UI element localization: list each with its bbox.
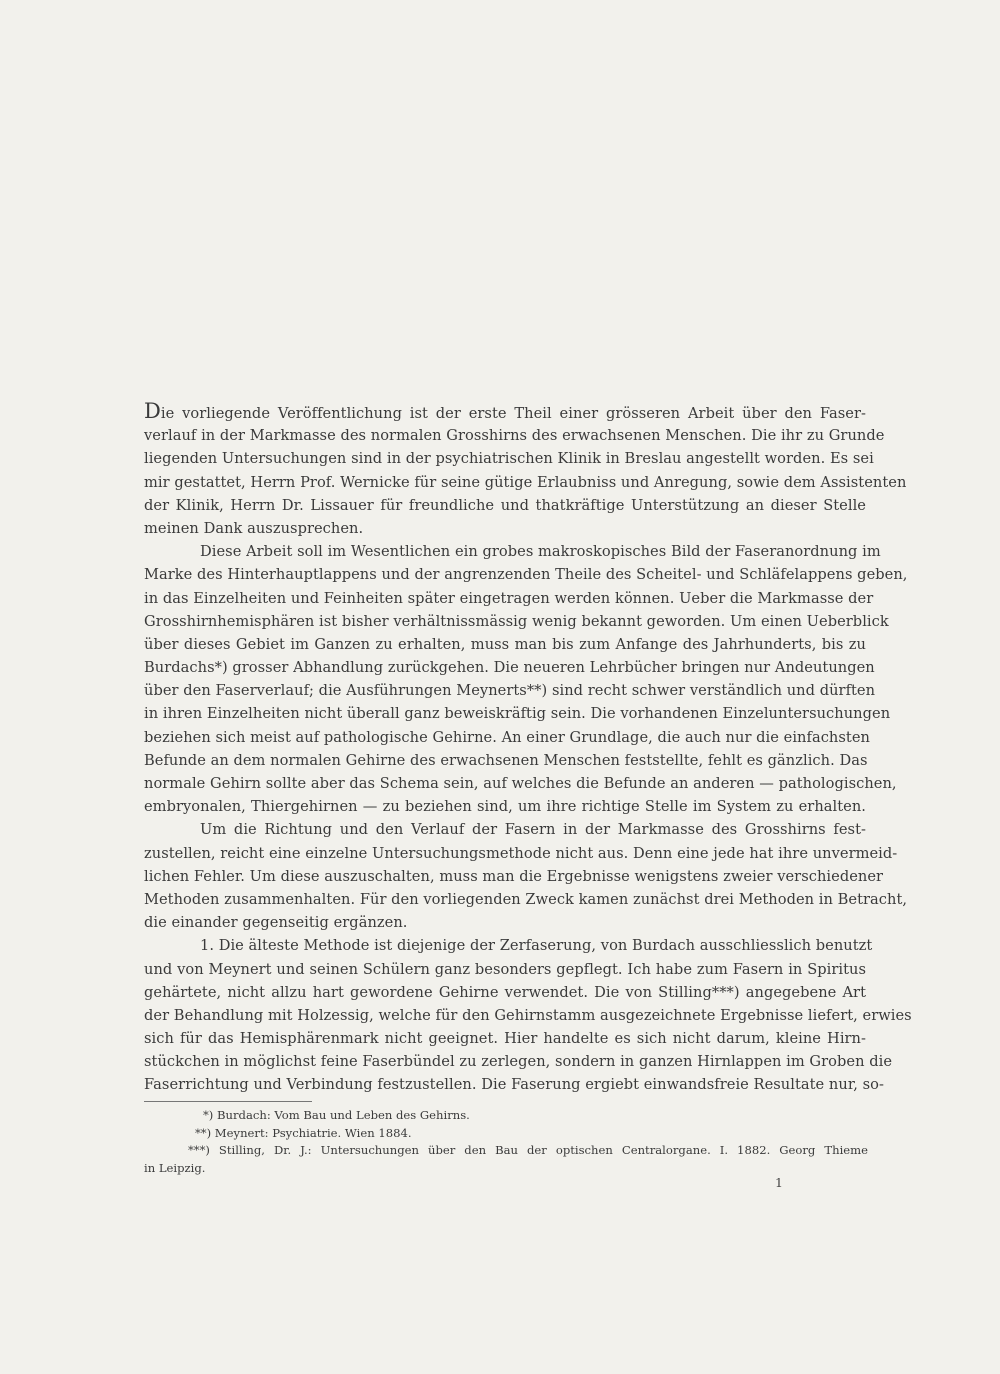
- text-line: Methoden zusammenhalten. Für den vorliegenden Zweck kamen zunächst drei Methoden in Betracht,: [144, 890, 908, 908]
- footnote-divider: [144, 1101, 312, 1102]
- footnote: *) Burdach: Vom Bau und Leben des Gehirns.: [203, 1108, 470, 1122]
- text-line: über dieses Gebiet im Ganzen zu erhalten, muss man bis zum Anfange des Jahrhunderts, bis zu: [144, 635, 866, 653]
- drop-cap: D: [144, 399, 161, 423]
- text-line: meinen Dank auszusprechen.: [144, 519, 364, 537]
- text-line: der Behandlung mit Holzessig, welche für den Gehirnstamm ausgezeichnete Ergebnisse liefert, erwies: [144, 1006, 912, 1024]
- text-line: liegenden Untersuchungen sind in der psychiatrischen Klinik in Breslau angestellt worden. Es sei: [144, 450, 874, 468]
- text-line: sich für das Hemisphärenmark nicht geeignet. Hier handelte es sich nicht darum, kleine Hirn-: [144, 1030, 866, 1048]
- footnote: **) Meynert: Psychiatrie. Wien 1884.: [195, 1125, 412, 1140]
- text-line: in das Einzelheiten und Feinheiten später eingetragen werden können. Ueber die Markmasse der: [144, 589, 874, 607]
- text-line: und von Meynert und seinen Schülern ganz besonders gepflegt. Ich habe zum Fasern in Spiritus: [144, 960, 866, 978]
- footnote: ***) Stilling, Dr. J.: Untersuchungen über den Bau der optischen Centralorgane. I. 1882. Georg Thieme: [188, 1143, 868, 1158]
- paragraph-4: [144, 934, 912, 1096]
- text-line: Befunde an dem normalen Gehirne des erwachsenen Menschen feststellte, fehlt es gänzlich. Das: [144, 751, 868, 769]
- text-line: [144, 401, 866, 424]
- text-line: Grosshirnhemisphären ist bisher verhältnissmässig wenig bekannt geworden. Um einen Ueberblick: [144, 612, 889, 630]
- page-number: 1: [775, 1175, 783, 1190]
- text-line: die einander gegenseitig ergänzen.: [144, 914, 408, 932]
- body-text: [144, 399, 912, 1097]
- text-line: über den Faserverlauf; die Ausführungen Meynerts**) sind recht schwer verständlich und dürften: [144, 682, 876, 700]
- text-line: Diese Arbeit soll im Wesentlichen ein grobes makroskopisches Bild der Faseranordnung im: [200, 543, 881, 561]
- text-line: mir gestattet, Herrn Prof. Wernicke für seine gütige Erlaubniss und Anregung, sowie dem Assistenten: [144, 473, 907, 491]
- text-line: beziehen sich meist auf pathologische Gehirne. An einer Grundlage, die auch nur die einfachsten: [144, 728, 870, 746]
- text-line: verlauf in der Markmasse des normalen Grosshirns des erwachsenen Menschen. Die ihr zu Grunde: [144, 427, 885, 445]
- text-line: Burdachs*) grosser Abhandlung zurückgehen. Die neueren Lehrbücher bringen nur Andeutungen: [144, 659, 875, 677]
- text-line: stückchen in möglichst feine Faserbündel zu zerlegen, sondern in ganzen Hirnlappen im Groben die: [144, 1053, 893, 1071]
- text-line: Marke des Hinterhauptlappens und der angrenzenden Theile des Scheitel- und Schläfelappens geben,: [144, 566, 908, 584]
- text-line: Faserrichtung und Verbindung festzustellen. Die Faserung ergiebt einwandsfreie Resultate nur, so-: [144, 1076, 884, 1094]
- text-line: embryonalen, Thiergehirnen — zu beziehen sind, um ihre richtige Stelle im System zu erhalten.: [144, 798, 866, 816]
- text-line: zustellen, reicht eine einzelne Untersuchungsmethode nicht aus. Denn eine jede hat ihre unvermeid-: [144, 844, 898, 862]
- text-line: der Klinik, Herrn Dr. Lissauer für freundliche und thatkräftige Unterstützung an dieser Stelle: [144, 496, 866, 514]
- footnote-continuation: in Leipzig.: [144, 1160, 206, 1175]
- text-line: 1. Die älteste Methode ist diejenige der Zerfaserung, von Burdach ausschliesslich benutzt: [200, 937, 873, 955]
- text-line: normale Gehirn sollte aber das Schema sein, auf welches die Befunde an anderen — pathologischen,: [144, 775, 897, 792]
- text-line: lichen Fehler. Um diese auszuschalten, muss man die Ergebnisse wenigstens zweier verschiedener: [144, 867, 884, 885]
- text-line: in ihren Einzelheiten nicht überall ganz beweiskräftig sein. Die vorhandenen Einzeluntersuchungen: [144, 705, 891, 723]
- paragraph-1: [144, 399, 907, 540]
- text-line: gehärtete, nicht allzu hart gewordene Gehirne verwendet. Die von Stilling***) angegebene Art: [144, 983, 866, 1001]
- paragraph-2: [144, 540, 908, 818]
- paragraph-3: [144, 818, 908, 934]
- text-line: Um die Richtung und den Verlauf der Fasern in der Markmasse des Grosshirns fest-: [200, 821, 866, 839]
- text-line-content: ie vorliegende Veröffentlichung ist der erste Theil einer grösseren Arbeit über den Faser-: [160, 405, 866, 422]
- footnotes: [144, 1107, 868, 1177]
